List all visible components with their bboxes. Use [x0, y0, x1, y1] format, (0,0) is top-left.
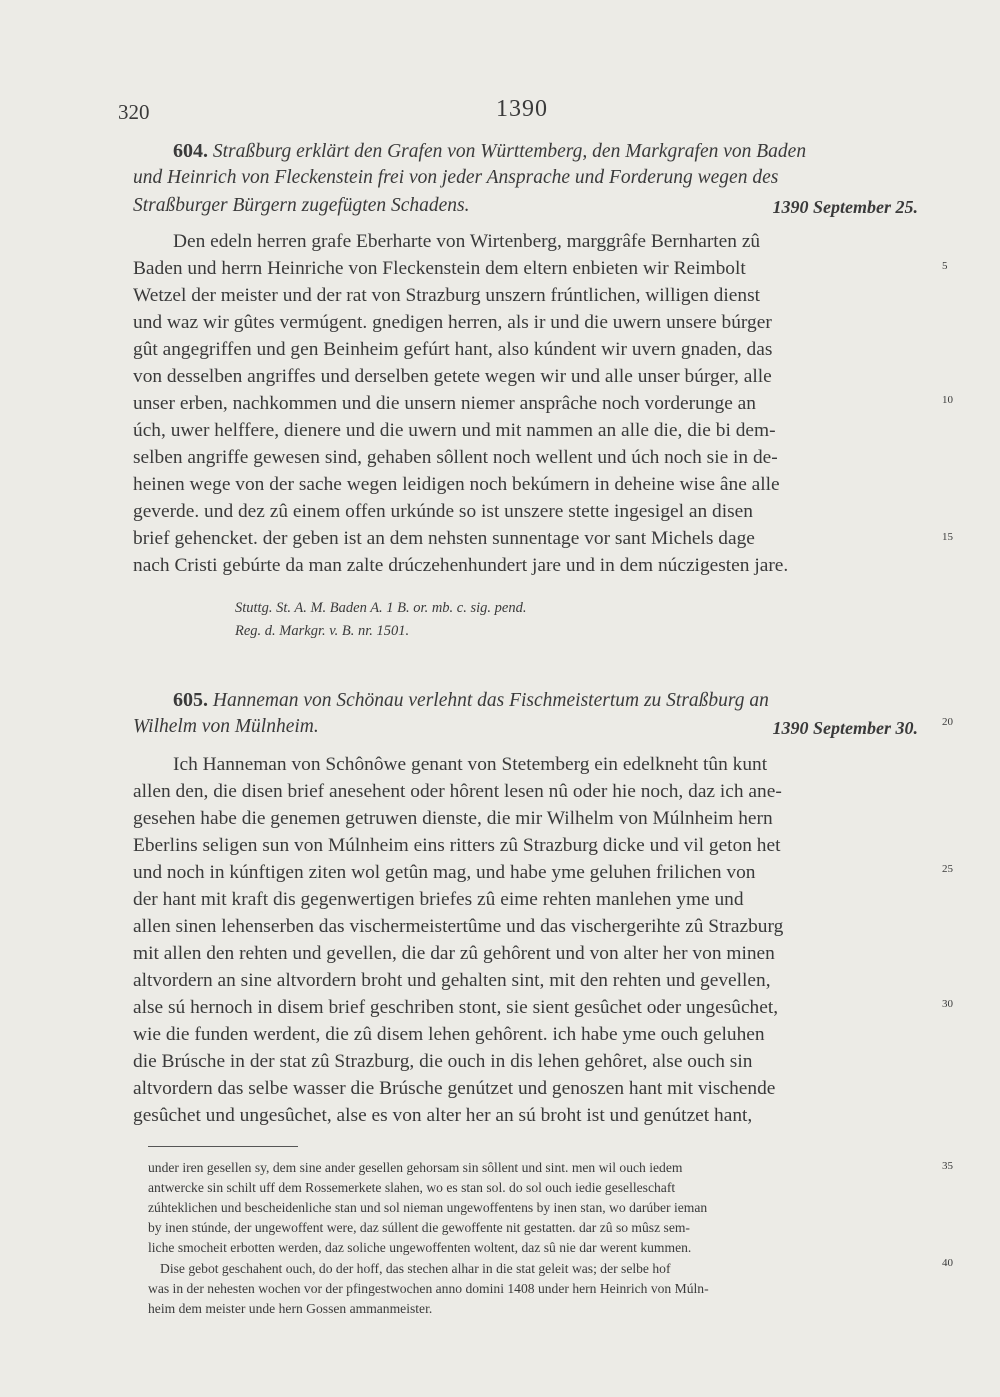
- source-line: Reg. d. Markgr. v. B. nr. 1501.: [235, 623, 410, 639]
- body-line: unser erben, nachkommen und die unsern niemer ansprâche noch vorderunge an: [133, 393, 756, 414]
- footnote-line: Dise gebot geschahent ouch, do der hoff, das stechen alhar in die stat geleit was; der selbe hof: [160, 1261, 671, 1276]
- body-line: und waz wir gûtes vermúgent. gnedigen herren, als ir und die uwern unsere búrger: [133, 312, 772, 333]
- body-line: heinen wege von der sache wegen leidigen noch bekúmern in deheine wise âne alle: [133, 474, 780, 495]
- doc605-title-line: Wilhelm von Mülnheim.: [133, 716, 319, 737]
- body-line: allen sinen lehenserben das vischermeistertûme und das vischergerihte zû Strazburg: [133, 916, 784, 937]
- margin-number: 40: [942, 1257, 953, 1269]
- body-line: gût angegriffen und gen Beinheim gefúrt hant, also kúndent wir uvern gnaden, das: [133, 339, 773, 360]
- body-line: von desselben angriffes und derselben getete wegen wir und alle unser búrger, alle: [133, 366, 772, 387]
- body-line: mit allen den rehten und gevellen, die dar zû gehôrent und von alter her von minen: [133, 943, 775, 964]
- footnote-line: was in der nehesten wochen vor der pfingestwochen anno domini 1408 under hern Heinrich von Múln-: [148, 1281, 709, 1296]
- body-line: Ich Hanneman von Schônôwe genant von Stetemberg ein edelkneht tûn kunt: [173, 754, 768, 775]
- body-line: Den edeln herren grafe Eberharte von Wirtenberg, marggrâfe Bernharten zû: [173, 231, 761, 252]
- footnote-line: by inen stúnde, der ungewoffent were, daz súllent die gewoffente nit gestatten. dar zû so mûsz sem-: [148, 1220, 690, 1235]
- doc604-title-line: Straßburger Bürgern zugefügten Schadens.: [133, 195, 470, 216]
- body-line: der hant mit kraft dis gegenwertigen briefes zû eime rehten manlehen yme und: [133, 889, 744, 910]
- doc605-number: 605.: [173, 689, 208, 711]
- body-line: geverde. und dez zû einem offen urkúnde so ist unszere stette ingesigel an disen: [133, 501, 753, 522]
- margin-number: 10: [942, 394, 953, 406]
- margin-number: 25: [942, 863, 953, 875]
- footnote-line: under iren gesellen sy, dem sine ander gesellen gehorsam sin sôllent und sint. men wil ouch iedem: [148, 1160, 683, 1175]
- body-line: altvordern an sine altvordern broht und gehalten sint, mit den rehten und gevellen,: [133, 970, 771, 991]
- margin-number: 35: [942, 1160, 953, 1172]
- footnote-line: heim dem meister unde hern Gossen ammanmeister.: [148, 1301, 433, 1316]
- page-number: 320: [118, 100, 150, 124]
- doc604-title-line: 604. Straßburg erklärt den Grafen von Württemberg, den Markgrafen von Baden: [173, 140, 807, 162]
- margin-number: 15: [942, 531, 953, 543]
- body-line: allen den, die disen brief anesehent oder hôrent lesen nû oder hie noch, daz ich ane-: [133, 781, 782, 802]
- body-line: gesûchet und ungesûchet, alse es von alter her an sú broht ist und genútzet hant,: [133, 1105, 753, 1126]
- footnote-line: antwercke sin schilt uff dem Rossemerkete slahen, wo es stan sol. do sol ouch iedie geselleschaft: [148, 1180, 676, 1195]
- doc604-number: 604.: [173, 140, 208, 162]
- doc604-title-line: und Heinrich von Fleckenstein frei von jeder Ansprache und Forderung wegen des: [133, 167, 779, 188]
- body-line: nach Cristi gebúrte da man zalte drúczehenhundert jare und in dem núczigesten jare.: [133, 555, 789, 576]
- doc605-title-line: 605. Hanneman von Schönau verlehnt das Fischmeistertum zu Straßburg an: [173, 689, 769, 711]
- body-line: und noch in kúnftigen ziten wol getûn mag, und habe yme geluhen frilichen von: [133, 862, 756, 883]
- body-line: alse sú hernoch in disem brief geschriben stont, sie sient gesûchet oder ungesûchet,: [133, 997, 779, 1018]
- footnote-rule: [148, 1146, 298, 1147]
- margin-number: 5: [942, 260, 948, 272]
- body-line: die Brúsche in der stat zû Strazburg, die ouch in dis lehen gehôret, alse ouch sin: [133, 1051, 753, 1072]
- body-line: brief gehencket. der geben ist an dem nehsten sunnentage vor sant Michels dage: [133, 528, 755, 549]
- page-year-heading: 1390: [496, 96, 548, 122]
- body-line: Wetzel der meister und der rat von Strazburg unszern frúntlichen, willigen dienst: [133, 285, 761, 306]
- doc605-date: 1390 September 30.: [772, 718, 918, 738]
- body-line: úch, uwer helffere, dienere und die uwern und mit nammen an alle die, die bi dem-: [133, 420, 776, 441]
- footnote-line: liche smocheit erbotten werden, daz soliche ungewoffenten woltent, daz sû nie dar werent kummen.: [148, 1240, 692, 1255]
- doc604-date: 1390 September 25.: [772, 197, 918, 217]
- body-line: wie die funden werdent, die zû disem lehen gehôrent. ich habe yme ouch geluhen: [133, 1024, 765, 1045]
- margin-number: 30: [942, 998, 953, 1010]
- body-line: Baden und herrn Heinriche von Fleckenstein dem eltern enbieten wir Reimbolt: [133, 258, 746, 279]
- body-line: selben angriffe gewesen sind, gehaben sôllent noch wellent und úch noch sie in de-: [133, 447, 778, 468]
- footnote-line: zúhteklichen und bescheidenliche stan und sol nieman ungewoffentens by inen stan, wo darúber ieman: [148, 1200, 708, 1215]
- body-line: altvordern das selbe wasser die Brúsche genútzet und genoszen hant mit vischende: [133, 1078, 776, 1099]
- body-line: gesehen habe die genemen getruwen dienste, die mir Wilhelm von Múlnheim hern: [133, 808, 773, 829]
- margin-number: 20: [942, 716, 953, 728]
- body-line: Eberlins seligen sun von Múlnheim eins ritters zû Strazburg dicke und vil geton het: [133, 835, 781, 856]
- source-line: Stuttg. St. A. M. Baden A. 1 B. or. mb. c. sig. pend.: [235, 600, 527, 616]
